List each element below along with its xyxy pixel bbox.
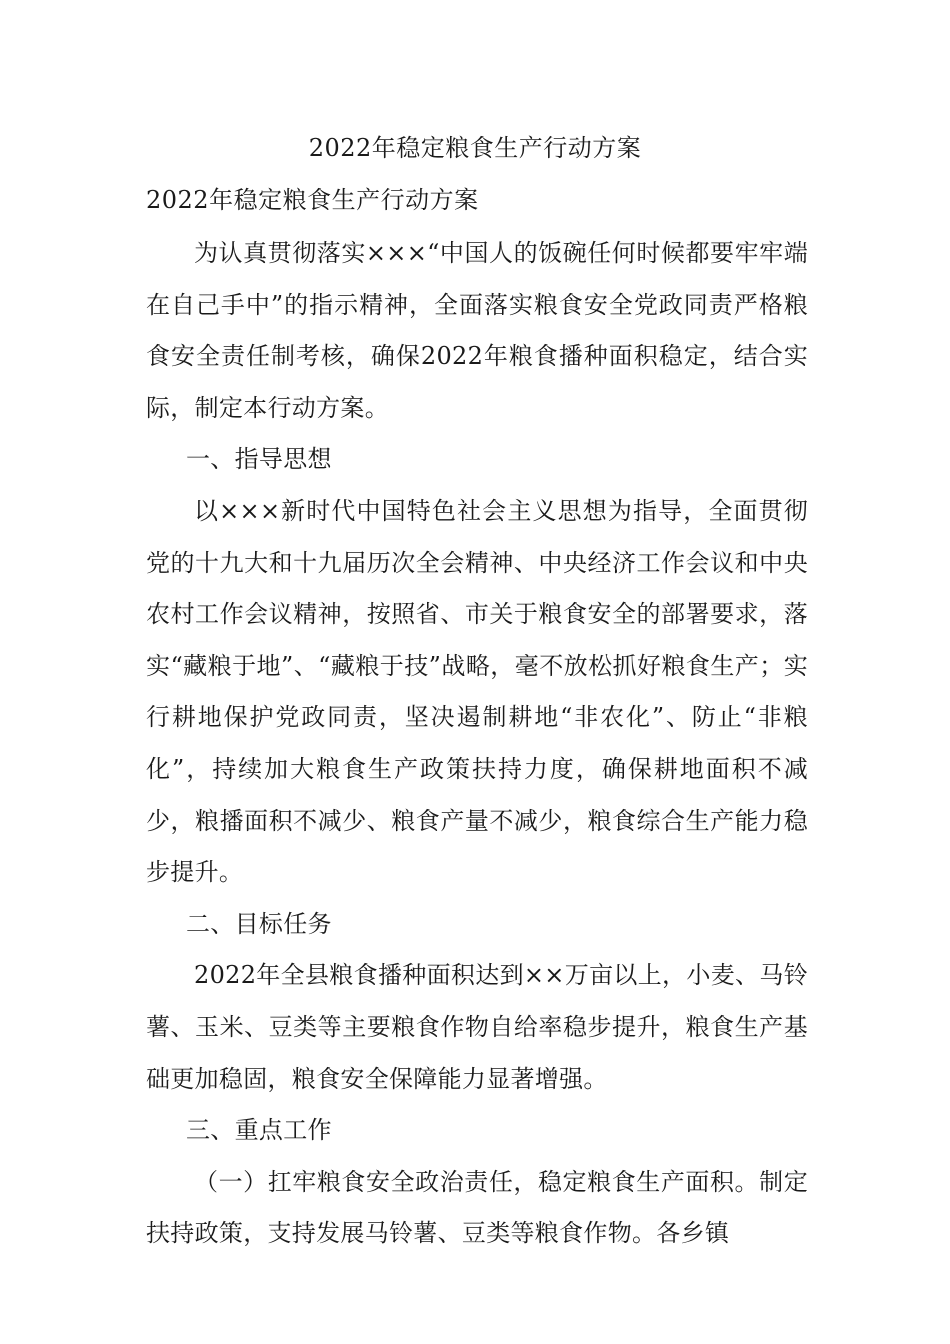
guiding-ideology-paragraph: 以×××新时代中国特色社会主义思想为指导，全面贯彻党的十九大和十九届历次全会精神、中央经济工作会议和中央农村工作会议精神，按照省、市关于粮食安全的部署要求，落实“藏粮于地”、“藏粮于技”战略，毫不放松抓好粮食生产；实行耕地保护党政同责，坚决遏制耕地“非农化”、防止“非粮化”，持续加大粮食生产政策扶持力度，确保耕地面积不减少，粮播面积不减少、粮食产量不减少，粮食综合生产能力稳步提升。 [146,496,808,887]
document-title: 2022年稳定粮食生产行动方案 [308,134,642,162]
section-heading-guiding-ideology: 一、指导思想 [186,445,332,474]
document-subtitle: 2022年稳定粮食生产行动方案 [146,186,479,214]
goals-paragraph: 2022年全县粮食播种面积达到××万亩以上，小麦、马铃薯、玉米、豆类等主要粮食作物自给率稳步提升，粮食生产基础更加稳固，粮食安全保障能力显著增强。 [146,961,808,1093]
key-work-paragraph: （一）扛牢粮食安全政治责任，稳定粮食生产面积。制定扶持政策，支持发展马铃薯、豆类等粮食作物。各乡镇 [146,1167,808,1248]
section-heading-goals: 二、目标任务 [186,909,332,938]
document-body [146,228,808,1260]
intro-paragraph: 为认真贯彻落实×××“中国人的饭碗任何时候都要牢牢端在自己手中”的指示精神，全面落实粮食安全党政同责严格粮食安全责任制考核，确保2022年粮食播种面积稳定，结合实际，制定本行动方案。 [146,239,808,422]
section-heading-key-work: 三、重点工作 [186,1116,332,1145]
